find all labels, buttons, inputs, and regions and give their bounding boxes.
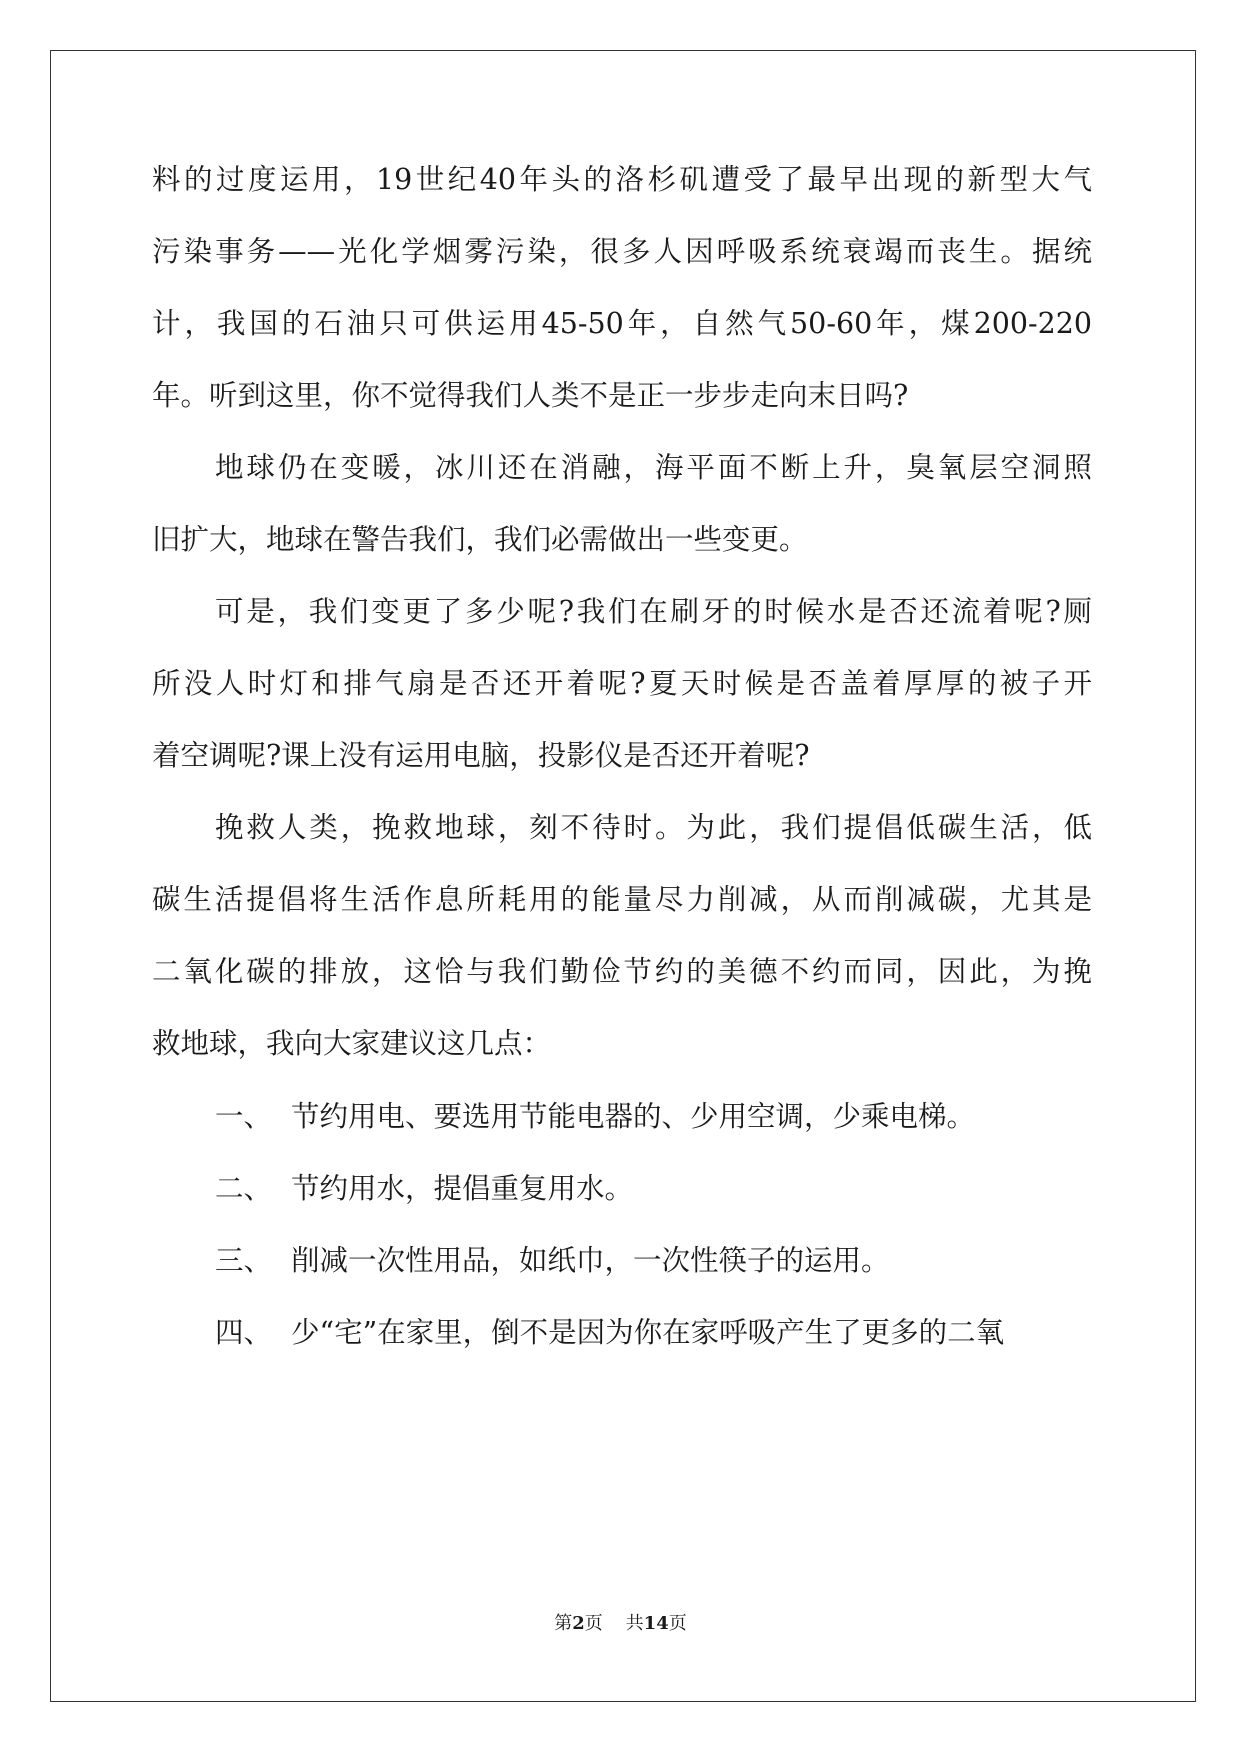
list-item-text: 削减一次性用品，如纸巾，一次性筷子的运用。	[291, 1244, 890, 1277]
body-line-3: 计，我国的石油只可供运用45-50年，自然气50-60年，煤200-220	[152, 307, 1092, 340]
total-unit: 页	[668, 1613, 687, 1634]
list-item-number: 四、	[215, 1316, 273, 1349]
page-unit: 页	[584, 1613, 603, 1634]
page-number: 2	[572, 1613, 585, 1634]
body-line-10: 挽救人类，挽救地球，刻不待时。为此，我们提倡低碳生活，低	[215, 811, 1092, 844]
list-item-text: 节约用水，提倡重复用水。	[291, 1172, 634, 1205]
total-prefix: 共	[625, 1613, 644, 1634]
body-line-6: 旧扩大，地球在警告我们，我们必需做出一些变更。	[152, 523, 808, 556]
total-pages: 14	[643, 1613, 669, 1634]
list-item-text: 节约用电、要选用节能电器的、少用空调，少乘电梯。	[291, 1100, 976, 1133]
body-line-9: 着空调呢?课上没有运用电脑，投影仪是否还开着呢?	[152, 739, 810, 772]
body-line-12: 二氧化碳的排放，这恰与我们勤俭节约的美德不约而同，因此，为挽	[152, 955, 1092, 988]
page-prefix: 第	[554, 1613, 573, 1634]
list-item-1	[152, 1097, 1092, 1137]
list-item-3	[152, 1241, 1092, 1281]
page-footer	[0, 1612, 1241, 1636]
body-line-13: 救地球，我向大家建议这几点：	[152, 1027, 552, 1060]
list-item-number: 二、	[215, 1172, 273, 1205]
body-line-5: 地球仍在变暖，冰川还在消融，海平面不断上升，臭氧层空洞照	[215, 451, 1092, 484]
list-item-number: 一、	[215, 1100, 273, 1133]
body-line-2: 污染事务——光化学烟雾污染，很多人因呼吸系统衰竭而丧生。据统	[152, 235, 1092, 268]
list-item-4	[152, 1313, 1092, 1353]
body-line-1: 料的过度运用，19世纪40年头的洛杉矶遭受了最早出现的新型大气	[152, 163, 1092, 196]
body-line-7: 可是，我们变更了多少呢?我们在刷牙的时候水是否还流着呢?厕	[215, 595, 1092, 628]
body-line-11: 碳生活提倡将生活作息所耗用的能量尽力削减，从而削减碳，尤其是	[152, 883, 1092, 916]
list-item-text: 少“宅”在家里，倒不是因为你在家呼吸产生了更多的二氧	[291, 1316, 1005, 1349]
list-item-2	[152, 1169, 1092, 1209]
body-line-4: 年。听到这里，你不觉得我们人类不是正一步步走向末日吗?	[152, 379, 909, 412]
page-border	[50, 50, 1196, 1702]
body-line-8: 所没人时灯和排气扇是否还开着呢?夏天时候是否盖着厚厚的被子开	[152, 667, 1092, 700]
list-item-number: 三、	[215, 1244, 273, 1277]
